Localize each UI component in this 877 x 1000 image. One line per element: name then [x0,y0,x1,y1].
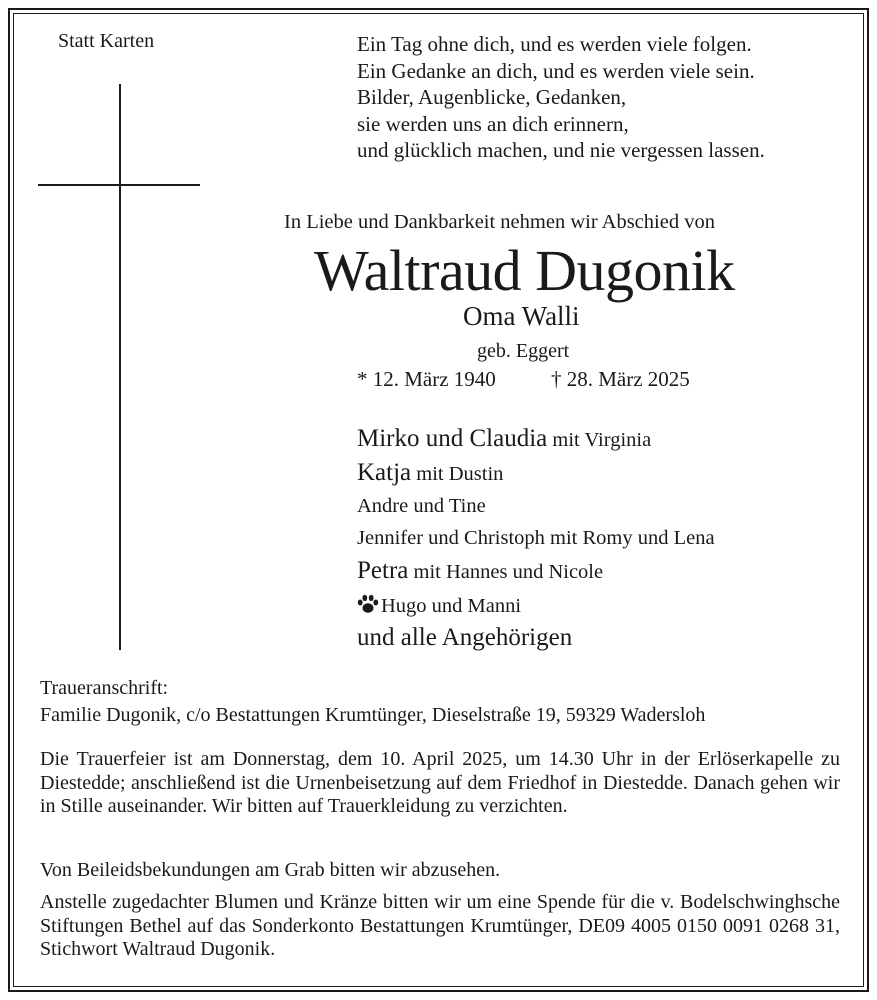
mourner-rest: Andre und Tine [357,495,486,517]
mourner-rest: mit Virginia [547,429,652,451]
birth-name: geb. Eggert [477,340,570,362]
mourner-line [357,495,486,518]
statt-karten-label: Statt Karten [58,30,155,52]
cross-vertical-bar [119,84,121,650]
deceased-name: Waltraud Dugonik [314,238,735,303]
mourner-line [357,459,503,487]
mourner-line [357,594,521,618]
death-date: † 28. März 2025 [551,367,690,391]
farewell-intro: In Liebe und Dankbarkeit nehmen wir Abschied von [284,211,715,233]
mourner-line [357,425,651,453]
ceremony-notice: Die Trauerfeier ist am Donnerstag, dem 10. April 2025, um 14.30 Uhr in der Erlöserkapelle zu Diestedde; anschließend ist die Urnenbeisetzung auf dem Friedhof in Diestedde. Danach gehen wir in Stille auseinander. Wir bitten auf Trauerkleidung zu verzichten. [40,748,840,817]
mourner-line [357,527,715,550]
cross-horizontal-bar [38,184,200,186]
deceased-nickname: Oma Walli [463,301,580,331]
address-label: Traueranschrift: [40,677,169,699]
mourner-line [357,557,603,585]
donation-notice: Anstelle zugedachter Blumen und Kränze bitten wir um eine Spende für die v. Bodelschwinghsche Stiftungen Bethel auf das Sonderkonto Bestattungen Krumtünger, DE09 4005 0150 0091 0268 31, Stichwort Waltraud Dugonik. [40,891,840,960]
paw-print-icon [357,594,379,614]
poem-line: Bilder, Augenblicke, Gedanken, [357,85,627,109]
mourner-rest: Hugo und Manni [381,595,522,617]
poem-line: sie werden uns an dich erinnern, [357,111,629,136]
mourner-main: Petra [357,557,409,584]
poem-line: Ein Gedanke an dich, und es werden viele sein. [357,58,755,83]
mourner-main: Mirko und Claudia [357,425,548,452]
mourner-main: Katja [357,459,412,486]
address-text: Familie Dugonik, c/o Bestattungen Krumtünger, Dieselstraße 19, 59329 Wadersloh [40,704,706,726]
condolences-notice: Von Beileidsbekundungen am Grab bitten wir abzusehen. [40,859,501,881]
poem-line: Ein Tag ohne dich, und es werden viele folgen. [357,32,752,56]
birth-date: * 12. März 1940 [357,367,496,391]
poem [357,31,765,164]
mourner-rest: mit Hannes und Nicole [408,561,604,583]
mourner-rest: Jennifer und Christoph mit Romy und Lena [357,527,715,549]
poem-line: und glücklich machen, und nie vergessen lassen. [357,138,765,162]
mourner-line [357,624,572,652]
mourner-rest: mit Dustin [411,463,504,485]
mourner-main: und alle Angehörigen [357,624,573,651]
